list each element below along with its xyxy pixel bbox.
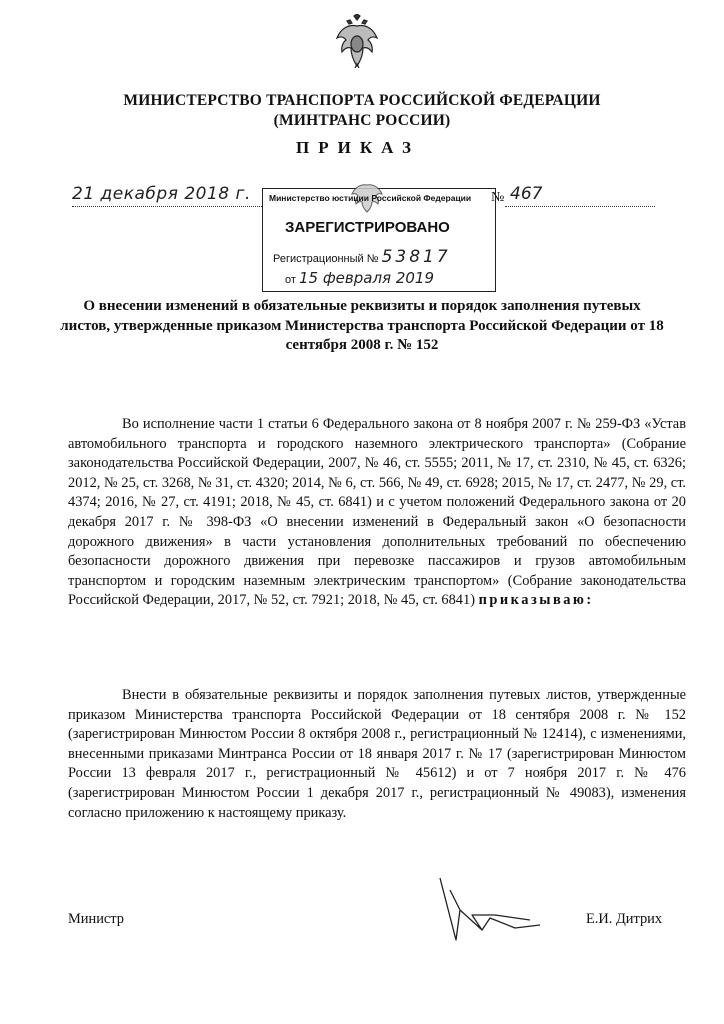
document-title: О внесении изменений в обязательные реквизиты и порядок заполнения путевых листов, утвержденные приказом Министерства транспорта Российской Федерации от 18 сентября 2008 г. № 152 — [60, 298, 664, 353]
document-date: 21 декабря 2018 г. — [72, 184, 251, 204]
preamble-paragraph — [68, 415, 686, 611]
signatory-name: Е.И. Дитрих — [586, 911, 663, 927]
handwritten-signature — [420, 870, 550, 950]
signatory-role: Министр — [68, 911, 124, 927]
stamp-registration-number — [273, 247, 451, 267]
stamp-header: Министерство юстиции Российской Федерации — [269, 193, 472, 203]
date-underline — [72, 206, 262, 207]
stamp-reg-number: 53817 — [381, 247, 451, 267]
stamp-registration-date — [285, 269, 434, 287]
order-paragraph: Внести в обязательные реквизиты и порядок заполнения путевых листов, утвержденные приказом Министерства транспорта Российской Федерации от 18 сентября 2008 г. № 152 (зарегистрирован Минюстом России 8 октября 2008 г., регистрационный № 12414), с изменениями, внесенными приказами Минтранса России от 18 января 2017 г. № 17 (зарегистрирован Минюстом России 13 февраля 2017 г., регистрационный № 45612) и от 7 ноября 2017 г. № 476 (зарегистрирован Минюстом России 1 декабря 2017 г., регистрационный № 49083), изменения согласно приложению к настоящему приказу. — [68, 687, 686, 821]
number-underline — [505, 206, 655, 207]
ministry-name: МИНИСТЕРСТВО ТРАНСПОРТА РОССИЙСКОЙ ФЕДЕРАЦИИ — [123, 92, 601, 109]
preamble-text: Во исполнение части 1 статьи 6 Федерального закона от 8 ноября 2007 г. № 259-ФЗ «Устав автомобильного транспорта и городского наземного электрического транспорта» (Собрание законодательства Российской Федерации, 2007, № 46, ст. 5555; 2011, № 17, ст. 2310, № 45, ст. 6326; 2012, № 25, ст. 3268, № 31, ст. 4320; 2014, № 6, ст. 566, № 49, ст. 6928; 2015, № 17, ст. 2477, № 29, ст. 4374; 2016, № 27, ст. 4191; 2018, № 45, ст. 6841) и с учетом положений Федерального закона от 20 декабря 2017 г. № 398-ФЗ «О внесении изменений в Федеральный закон «О безопасности дорожного движения» в части установления дополнительных требований по обеспечению безопасности дорожного движения при перевозке пассажиров и грузов автомобильным транспортом и городским наземным электрическим транспортом» (Собрание законодательства Российской Федерации, 2017, № 52, ст. 7921; 2018, № 45, ст. 6841) — [68, 416, 686, 609]
stamp-registered-label: ЗАРЕГИСТРИРОВАНО — [285, 219, 450, 236]
stamp-from-date: 15 февраля 2019 — [298, 269, 434, 287]
stamp-from-label: от — [285, 274, 296, 286]
document-type: ПРИКАЗ — [296, 138, 420, 157]
document-number: 467 — [510, 184, 543, 204]
order-word: приказываю: — [478, 592, 594, 609]
coat-of-arms-emblem — [335, 14, 379, 70]
number-sign: № — [491, 190, 505, 205]
stamp-reg-label: Регистрационный № — [273, 253, 379, 265]
registration-stamp — [262, 188, 496, 292]
ministry-short-name: (МИНТРАНС РОССИИ) — [273, 112, 451, 129]
